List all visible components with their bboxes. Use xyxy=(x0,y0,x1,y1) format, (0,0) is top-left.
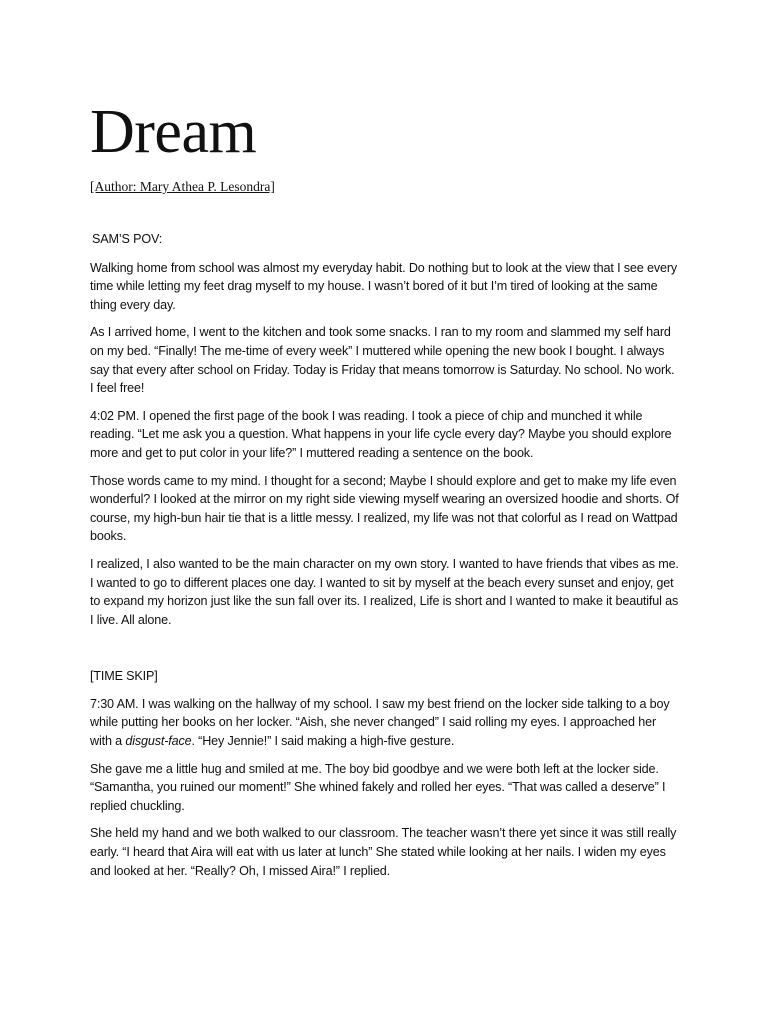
paragraph-held-hand: She held my hand and we both walked to our classroom. The teacher wasn’t there yet since it was still really early. “I heard that Aira will eat with us later at lunch” She stated while looking at her nails. I widen my eyes and looked at her. “Really? Oh, I missed Aira!” I replied. xyxy=(90,826,677,878)
hallway-text-start: 7:30 AM. I was walking on the hallway of my school. I saw my best friend on the locker side talking to a boy while putting her books on her locker. “Aish, she never changed” I said rolling my eyes. I approached her with a xyxy=(90,696,670,749)
pov-heading: SAM’S POV: xyxy=(92,232,163,246)
paragraph-arrived-home: As I arrived home, I went to the kitchen and took some snacks. I ran to my room and slammed my self hard on my bed. “Finally! The me-time of every week” I muttered while opening the new book I bought. I always say that every after school on Friday. Today is Friday that means tomorrow is Saturday. No school. No work. I feel free! xyxy=(90,325,675,396)
paragraph-hallway xyxy=(90,695,680,751)
document-title: Dream xyxy=(90,98,257,166)
paragraph-little-hug: She gave me a little hug and smiled at me. The boy bid goodbye and we were both left at the locker side. “Samantha, you ruined our moment!” She whined fakely and rolled her eyes. “That was called a deserve” I replied chuckling. xyxy=(90,761,666,813)
hallway-text-end: . “Hey Jennie!” I said making a high-five gesture. xyxy=(191,734,455,749)
hallway-text-italic: disgust-face xyxy=(125,734,192,749)
paragraph-walking-home: Walking home from school was almost my everyday habit. Do nothing but to look at the view that I see every time while letting my feet drag myself to my house. I wasn’t bored of it but I’m tired of looking at the same thing every day. xyxy=(90,260,678,312)
story-section-2 xyxy=(90,695,680,880)
author-line: [Author: Mary Athea P. Lesondra] xyxy=(90,179,275,194)
story-section-1 xyxy=(90,259,680,630)
paragraph-words-came: Those words came to my mind. I thought for a second; Maybe I should explore and get to make my life even wonderful? I looked at the mirror on my right side viewing myself wearing an oversized hoodie and shorts. Of course, my high-bun hair tie that is a little messy. I realized, my life was not that colorful as I read on Wattpad books. xyxy=(90,473,679,544)
author-line-wrapper xyxy=(90,168,680,196)
document-page xyxy=(90,96,680,889)
time-skip-label: [TIME SKIP] xyxy=(90,669,158,684)
paragraph-main-character: I realized, I also wanted to be the main character on my own story. I wanted to have friends that vibes as me. I wanted to go to different places one day. I wanted to sit by myself at the beach every sunset and enjoy, get to expand my horizon just like the sun fall over its. I realized, Life is short and I wanted to make it beautiful as I live. All alone. xyxy=(90,556,679,627)
paragraph-reading-book: 4:02 PM. I opened the first page of the book I was reading. I took a piece of chip and munched it while reading. “Let me ask you a question. What happens in your life cycle every day? Maybe you should explore more and get to put color in your life?” I muttered reading a sentence on the book. xyxy=(90,408,672,460)
